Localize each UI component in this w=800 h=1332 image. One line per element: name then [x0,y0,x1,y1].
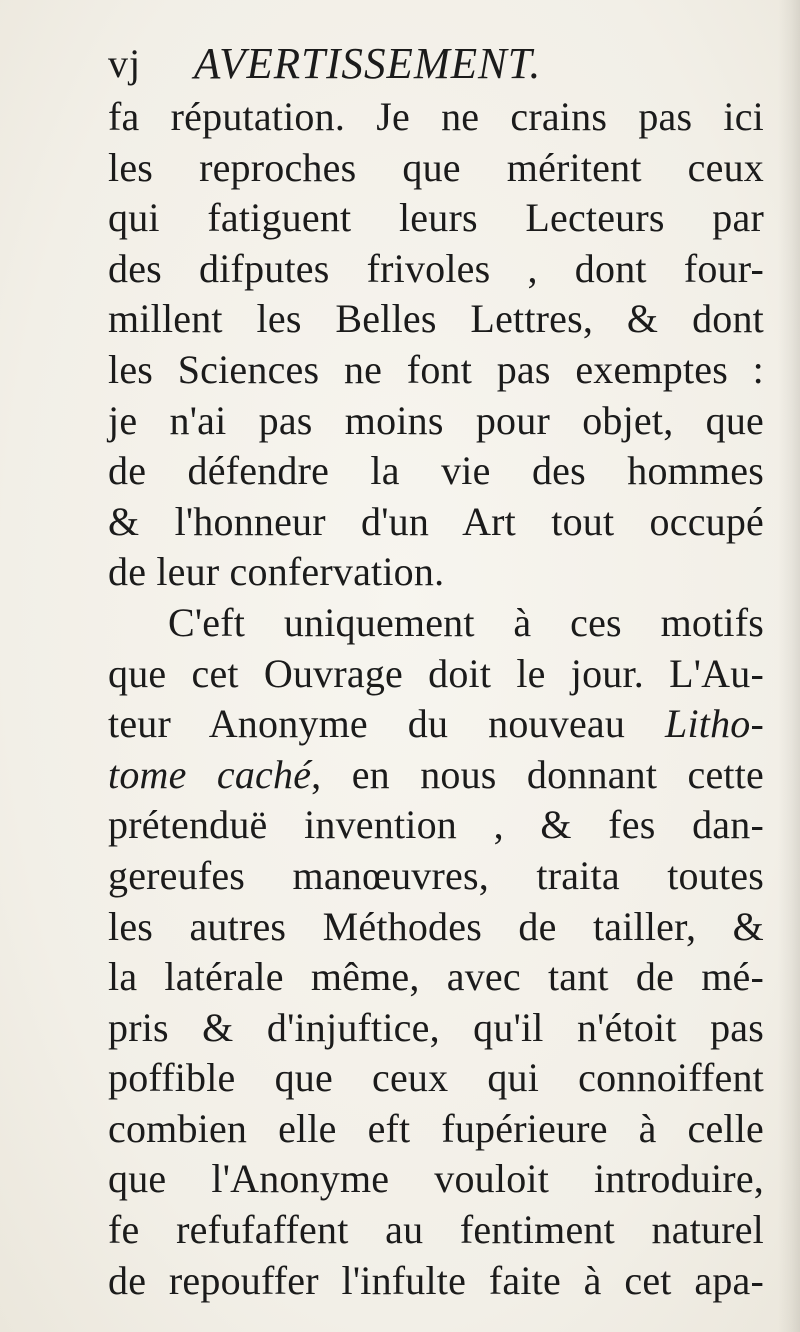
text-line-mixed [108,750,764,801]
text-line: de leur confervation. [108,549,445,595]
text-line: que cet Ouvrage doit le jour. L'Au- [108,650,764,696]
page-edge-shadow [778,0,800,1332]
text-fragment: , en nous donnant cette [311,751,764,797]
text-line: la latérale même, avec tant de mé- [108,954,764,1000]
text-line: que l'Anonyme vouloit introduire, [108,1156,764,1202]
text-line: pris & d'injuftice, qu'il n'étoit pas [108,1004,764,1050]
text-line: poffible que ceux qui connoiffent [108,1055,764,1101]
text-line: prétenduë invention , & fes dan- [108,802,764,848]
text-line: de repouffer l'infulte faite à cet apa- [108,1257,764,1303]
text-line: combien elle eft fupérieure à celle [108,1105,764,1151]
text-line: fa réputation. Je ne crains pas ici [108,94,764,139]
text-line: les autres Méthodes de tailler, & [108,903,764,949]
running-head: AVERTISSEMENT. [194,39,542,88]
text-line: les reproches que méritent ceux [108,144,764,190]
page-header [108,36,748,96]
text-line: gereufes manœuvres, traita toutes [108,852,764,898]
text-line: des difputes frivoles , dont four- [108,245,764,291]
text-line: millent les Belles Lettres, & dont [108,296,764,342]
italic-fragment: Litho- [665,701,764,747]
text-line: les Sciences ne font pas exemptes : [108,346,764,392]
text-line: C'eft uniquement à ces motifs [168,599,764,645]
text-line: de défendre la vie des hommes [108,448,764,494]
page-number: vj [108,41,142,86]
text-fragment: teur Anonyme du nouveau [108,701,665,747]
body-text [108,92,764,1306]
text-line-mixed [108,699,764,750]
text-line: & l'honneur d'un Art tout occupé [108,498,764,544]
text-line: je n'ai pas moins pour objet, que [108,397,764,443]
text-line: qui fatiguent leurs Lecteurs par [108,195,764,241]
italic-fragment: tome caché [108,751,312,797]
text-line: fe refufaffent au fentiment naturel [108,1207,764,1253]
